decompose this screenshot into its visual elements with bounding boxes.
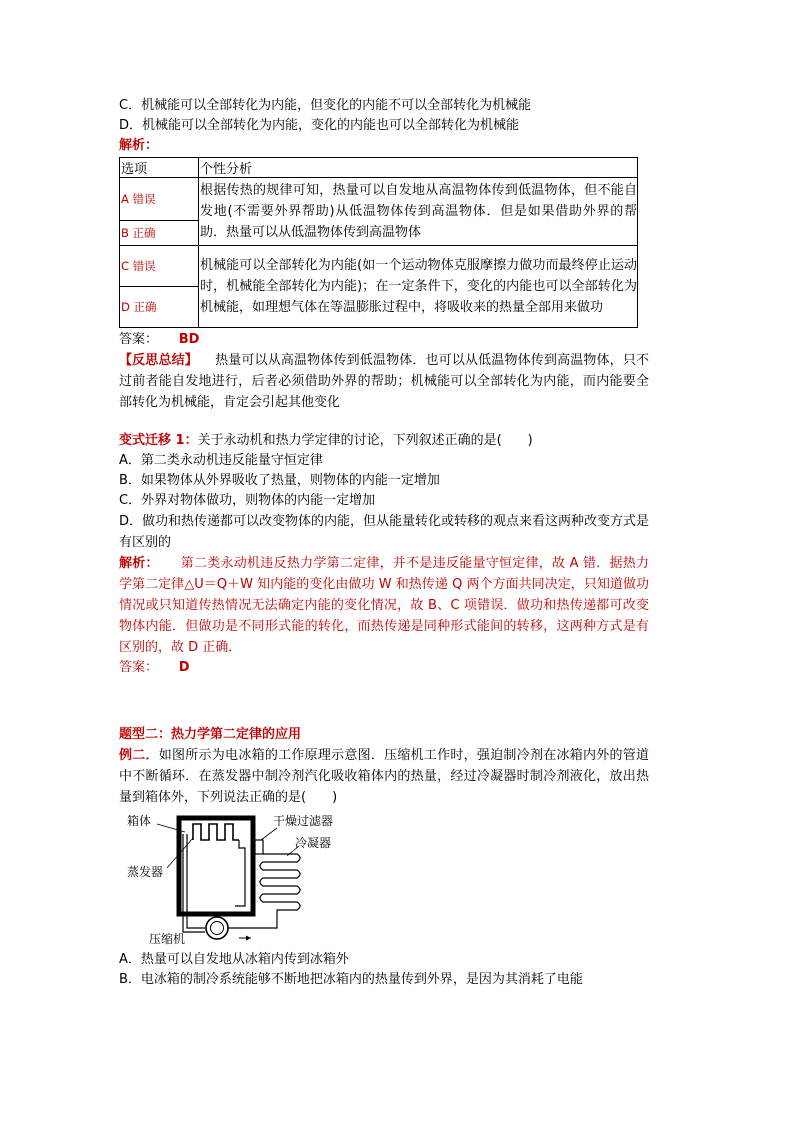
variant-question: 变式迁移 1：关于永动机和热力学定律的讨论，下列叙述正确的是( ) — [119, 433, 533, 448]
pipe-right — [235, 840, 245, 906]
analysis-text-ab: 根据传热的规律可知，热量可以自发地从高温物体传到低温物体，但不能自发地(不需要外界帮助)从低温物体传到高温物体．但是如果借助外界的帮助．热量可以从低温物体传到高温物体 — [199, 178, 638, 246]
label-condenser: 冷凝器 — [295, 836, 332, 850]
option-c: C．机械能可以全部转化为内能，但变化的内能不可以全部转化为机械能 — [119, 98, 532, 113]
example-option-b: B．电冰箱的制冷系统能够不断地把冰箱内的热量传到外界，是因为其消耗了电能 — [119, 972, 583, 987]
filter-leader — [261, 828, 277, 840]
table-row — [120, 178, 638, 221]
variant-option-d: D．做功和热传递都可以改变物体的内能，但从能量转化或转移的观点来看这两种改变方式是有区别的 — [119, 514, 650, 550]
example-option-a: A．热量可以自发地从冰箱内传到冰箱外 — [119, 952, 349, 967]
variant-option-a: A．第二类永动机违反能量守恒定律 — [119, 453, 323, 468]
label-box: 箱体 — [127, 814, 152, 828]
filter-body — [255, 840, 263, 854]
option-d: D．机械能可以全部转化为内能，变化的内能也可以全部转化为机械能 — [119, 118, 520, 133]
row-tag-a: A 错误 — [120, 178, 199, 221]
pipe-left-outer — [183, 834, 205, 932]
analysis-label: 解析： — [119, 138, 159, 153]
analysis-text-cd: 机械能可以全部转化为内能(如一个运动物体克服摩擦力做功而最终停止运动时，机械能全部转化为内能)；在一定条件下，变化的内能也可以全部转化为机械能，如理想气体在等温膨胀过程中，将吸收来的热量全部用来做功 — [199, 246, 638, 328]
flow-arrow-head — [246, 936, 251, 941]
table-row — [120, 246, 638, 287]
row-tag-c: C 错误 — [120, 246, 199, 287]
header-analysis: 个性分析 — [199, 158, 638, 178]
header-option: 选项 — [120, 158, 199, 178]
reflection: 【反思总结】 热量可以从高温物体传到低温物体．也可以从低温物体传到高温物体，只不过前者能自发地进行，后者必须借助外界的帮助；机械能可以全部转化为内能，而内能要全部转化为机械能，肯定会引起其他变化 — [119, 353, 649, 410]
example-question: 例二．如图所示为电冰箱的工作原理示意图．压缩机工作时，强迫制冷剂在冰箱内外的管道中不断循环．在蒸发器中制冷剂汽化吸收箱体内的热量，经过冷凝器时制冷剂液化，放出热量到箱体外，下列说法正确的是( ) — [119, 748, 649, 805]
label-compressor: 压缩机 — [149, 932, 186, 946]
box-outline — [179, 818, 253, 914]
pipe-bottom — [228, 918, 277, 928]
analysis-table — [119, 157, 638, 328]
variant-option-c: C．外界对物体做功，则物体的内能一定增加 — [119, 493, 376, 508]
row-tag-b: B 正确 — [120, 221, 199, 246]
condenser-coil — [260, 854, 300, 918]
label-filter: 干燥过滤器 — [273, 814, 334, 828]
variant-option-b: B．如果物体从外界吸收了热量，则物体的内能一定增加 — [119, 473, 440, 488]
variant-answer: 答案： D — [119, 660, 190, 675]
answer-1: 答案： BD — [119, 332, 200, 347]
refrigerator-diagram — [127, 810, 367, 946]
section-title: 题型二：热力学第二定律的应用 — [119, 727, 302, 742]
variant-analysis: 解析： 第二类永动机违反热力学第二定律，并不是违反能量守恒定律，故 A 错．据热力学第二定律△U＝Q＋W 知内能的变化由做功 W 和热传递 Q 两个方面共同决定，只知道做功情况或只知道传热情况无法确定内能的变化情况，故 B、C 项错误．做功和热传递都可改变物体内能．但做功是不同形式能的转化，而热传递是同种形式能间的转移，这两种方式是有区别的，故 D 正确． — [119, 556, 649, 655]
evaporator-coil — [193, 824, 239, 840]
document-page — [119, 96, 649, 990]
compressor-body — [206, 917, 228, 939]
row-tag-d: D 正确 — [120, 287, 199, 328]
label-evaporator: 蒸发器 — [127, 865, 164, 879]
table-header-row — [120, 158, 638, 178]
